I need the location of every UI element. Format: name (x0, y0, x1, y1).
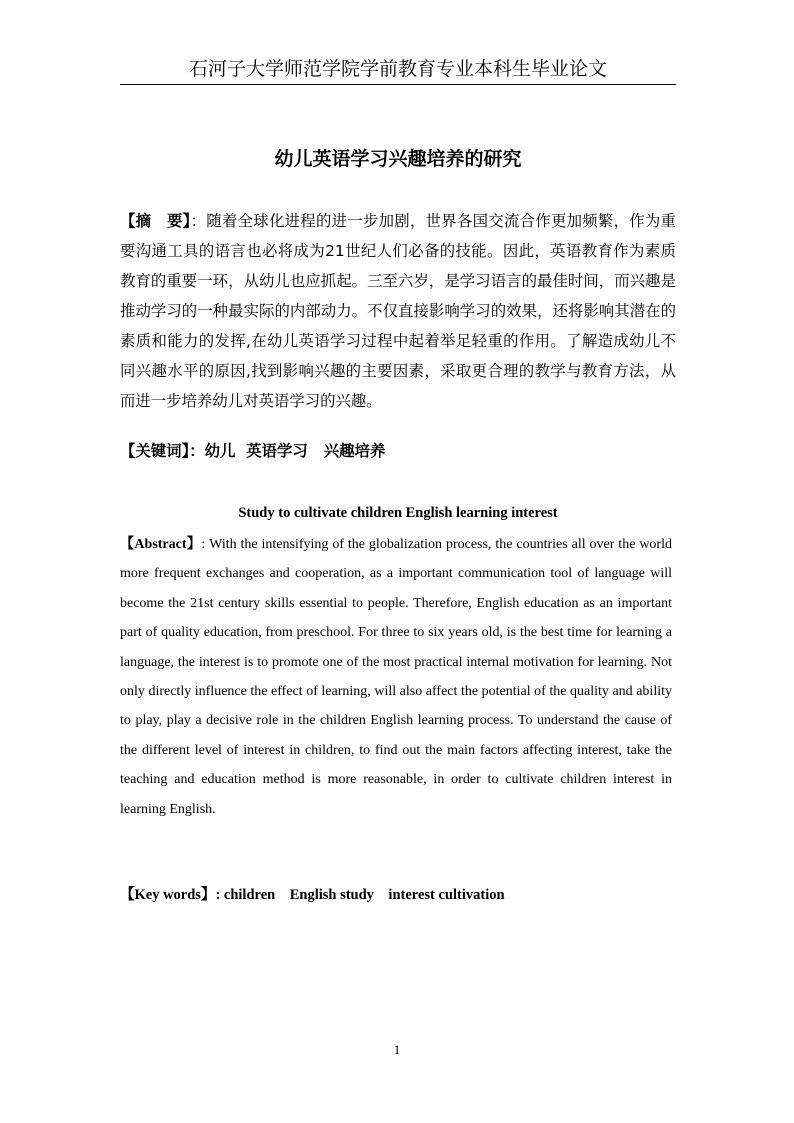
english-abstract-text: : With the intensifying of the globalization process, the countries all over the world more frequent exchanges and cooperation, as a important communication tool of language will become the 21st century skills essential to people. Therefore, English education as an important part of quality education, from preschool. For three to six years old, is the best time for learning a language, the interest is to promote one of the most practical internal motivation for learning. Not only directly influence the effect of learning, will also affect the potential of the quality and ability to play, play a decisive role in the children English learning process. To understand the cause of the different level of interest in children, to find out the main factors affecting interest, take the teaching and education method is more reasonable, in order to cultivate children interest in learning English. (120, 537, 672, 817)
chinese-abstract-text: ：随着全球化进程的进一步加剧，世界各国交流合作更加频繁，作为重要沟通工具的语言也必将成为21世纪人们必备的技能。因此，英语教育作为素质教育的重要一环，从幼儿也应抓起。三至六岁，是学习语言的最佳时间，而兴趣是推动学习的一种最实际的内部动力。不仅直接影响学习的效果，还将影响其潜在的素质和能力的发挥,在幼儿英语学习过程中起着举足轻重的作用。了解造成幼儿不同兴趣水平的原因,找到影响兴趣的主要因素，采取更合理的教学与教育方法，从而进一步培养幼儿对英语学习的兴趣。 (120, 212, 676, 410)
english-keywords: 【Key words】: children English study interest cultivation (120, 887, 505, 903)
chinese-abstract (120, 206, 676, 416)
running-header: 石河子大学师范学院学前教育专业本科生毕业论文 (120, 56, 676, 85)
paper-title: 幼儿英语学习兴趣培养的研究 (274, 148, 522, 170)
chinese-abstract-label: 【摘 要】 (120, 212, 191, 230)
english-abstract (120, 530, 672, 824)
chinese-keywords: 【关键词】：幼儿 英语学习 兴趣培养 (120, 442, 386, 460)
english-title: Study to cultivate children English learning interest (238, 505, 558, 521)
english-abstract-label: 【Abstract】 (120, 537, 202, 552)
page-number: 1 (393, 1042, 401, 1057)
